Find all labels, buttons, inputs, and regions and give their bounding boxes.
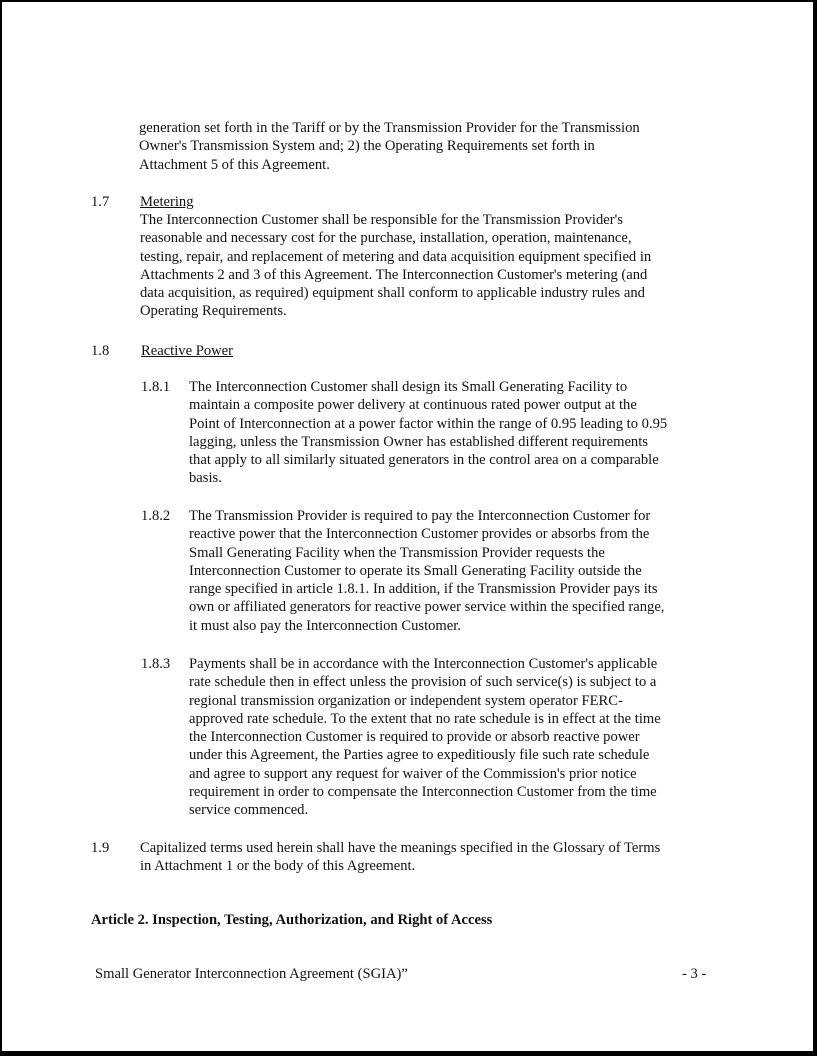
subsection-1-8-1-body: The Interconnection Customer shall design its Small Generating Facility to maintain a composite power delivery at continuous rated power output at the Point of Interconnection at a power factor within the range of 0.95 leading to 0.95 lagging, unless the Transmission Owner has established different requirements that apply to all similarly situated generators in the control area on a comparable basis.	[189, 379, 668, 487]
section-1-8-number: 1.8	[91, 343, 110, 359]
intro-continuation-paragraph: generation set forth in the Tariff or by the Transmission Provider for the Transmission Owner's Transmission System and; 2) the Operating Requirements set forth in Attachment 5 of this Agreement.	[139, 120, 640, 173]
subsection-1-8-1-number: 1.8.1	[141, 379, 171, 395]
subsection-1-8-3-body: Payments shall be in accordance with the Interconnection Customer's applicable rate schedule then in effect unless the provision of such service(s) is subject to a regional transmission organization or independent system operator FERC- approved rate schedule. To the extent that no rate schedule is in effect at the time the Interconnection Customer is required to provide or absorb reactive power under this Agreement, the Parties agree to expeditiously file such rate schedule and agree to support any request for waiver of the Commission's prior notice requirement in order to compensate the Interconnection Customer from the time service commenced.	[189, 656, 661, 819]
section-1-7-title: Metering	[140, 194, 194, 210]
section-1-7-number: 1.7	[91, 194, 110, 210]
section-1-9-number: 1.9	[91, 840, 110, 856]
section-1-8-title: Reactive Power	[141, 343, 233, 359]
article-2-heading: Article 2. Inspection, Testing, Authorization, and Right of Access	[91, 912, 493, 928]
subsection-1-8-2-number: 1.8.2	[141, 508, 171, 524]
footer-page-number: - 3 -	[682, 966, 707, 982]
subsection-1-8-3-number: 1.8.3	[141, 656, 171, 672]
footer-title: Small Generator Interconnection Agreement (SGIA)”	[95, 966, 408, 982]
subsection-1-8-2-body: The Transmission Provider is required to pay the Interconnection Customer for reactive power that the Interconnection Customer provides or absorbs from the Small Generating Facility when the Transmission Provider requests the Interconnection Customer to operate its Small Generating Facility outside the range specified in article 1.8.1. In addition, if the Transmission Provider pays its own or affiliated generators for reactive power service within the specified range, it must also pay the Interconnection Customer.	[189, 508, 665, 634]
section-1-7-body: The Interconnection Customer shall be responsible for the Transmission Provider's reasonable and necessary cost for the purchase, installation, operation, maintenance, testing, repair, and replacement of metering and data acquisition equipment specified in Attachments 2 and 3 of this Agreement. The Interconnection Customer's metering (and data acquisition, as required) equipment shall conform to applicable industry rules and Operating Requirements.	[140, 212, 652, 320]
section-1-9-body: Capitalized terms used herein shall have the meanings specified in the Glossary of Terms in Attachment 1 or the body of this Agreement.	[140, 840, 661, 875]
